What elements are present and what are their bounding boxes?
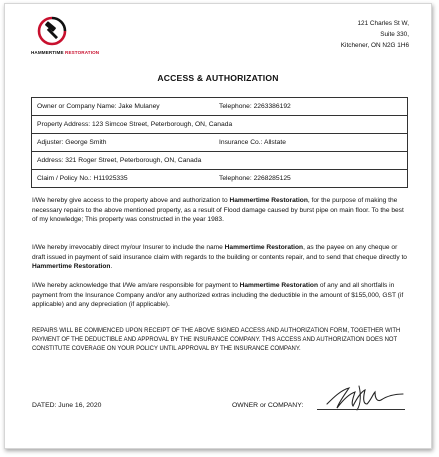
- owner-field: Owner or Company Name: Jake Mulaney: [37, 103, 160, 110]
- logo-wordmark: HAMMERTIME RESTORATION: [31, 50, 100, 55]
- dated-label: DATED: June 16, 2020: [32, 402, 102, 409]
- company-address: [341, 18, 409, 51]
- address-line: Kitchener, ON N2G 1H6: [340, 42, 409, 49]
- hammer-logo-icon: [37, 16, 67, 46]
- access-paragraph: I/We hereby give access to the property above and authorization to Hammertime Restoration, for the purpose of making the necessary repairs to the above mentioned property, as a result of Flood damage caused by burst pipe on main floor. To the best of my knowledge; This property was constructed in the year 1983.: [32, 197, 404, 223]
- company-logo: [31, 16, 100, 60]
- info-row: [32, 134, 407, 152]
- address-line: Suite 330,: [380, 31, 409, 38]
- property-address-field: Property Address: 123 Simcoe Street, Peterborough, ON, Canada: [37, 121, 233, 128]
- document-page: [4, 3, 432, 449]
- address-line: 121 Charles St W,: [357, 20, 409, 27]
- payment-paragraph: I/We hereby acknowledge that I/We am/are responsible for payment to Hammertime Restoration of any and all shortfalls in payment from the Insurance Company and/or any authorized extras including the deductible in the amount of $155,000, GST (if applicable) and any depreciation (if applicable).: [32, 282, 404, 308]
- info-table: [31, 97, 408, 188]
- insurance-field: Insurance Co.: Allstate: [219, 139, 286, 146]
- adjuster-field: Adjuster: George Smith: [37, 139, 107, 146]
- telephone-field: Telephone: 2268285125: [219, 175, 291, 182]
- info-row: [32, 116, 407, 134]
- info-row: [32, 170, 407, 187]
- payee-paragraph: I/We hereby irrevocably direct my/our Insurer to include the name Hammertime Restoration, as the payee on any cheque or draft issued in payment of said insurance claim with regards to the building or contents repair, and to send that cheque directly to Hammertime Restoration.: [32, 244, 407, 270]
- telephone-field: Telephone: 2263386192: [219, 103, 291, 110]
- owner-signature-label: OWNER or COMPANY:: [232, 402, 304, 409]
- document-title: ACCESS & AUTHORIZATION: [157, 73, 279, 83]
- handwritten-signature: [323, 382, 405, 412]
- info-row: [32, 152, 407, 170]
- disclaimer-text: REPAIRS WILL BE COMMENCED UPON RECEIPT OF THE ABOVE SIGNED ACCESS AND AUTHORIZATION FORM, TOGETHER WITH PAYMENT OF THE DEDUCTIBLE AND APPROVAL BY THE INSURANCE COMPANY. THIS ACCESS AND AUTHORIZATION DOES NOT CONSTITUTE COVERAGE ON YOUR POLICY UNTIL APPROVAL BY THE INSURANCE COMPANY.: [32, 328, 401, 352]
- signature-line: [317, 409, 405, 410]
- claim-field: Claim / Policy No.: H11925335: [37, 175, 128, 182]
- info-row: [32, 98, 407, 116]
- address-field: Address: 321 Roger Street, Peterborough, ON, Canada: [37, 157, 202, 164]
